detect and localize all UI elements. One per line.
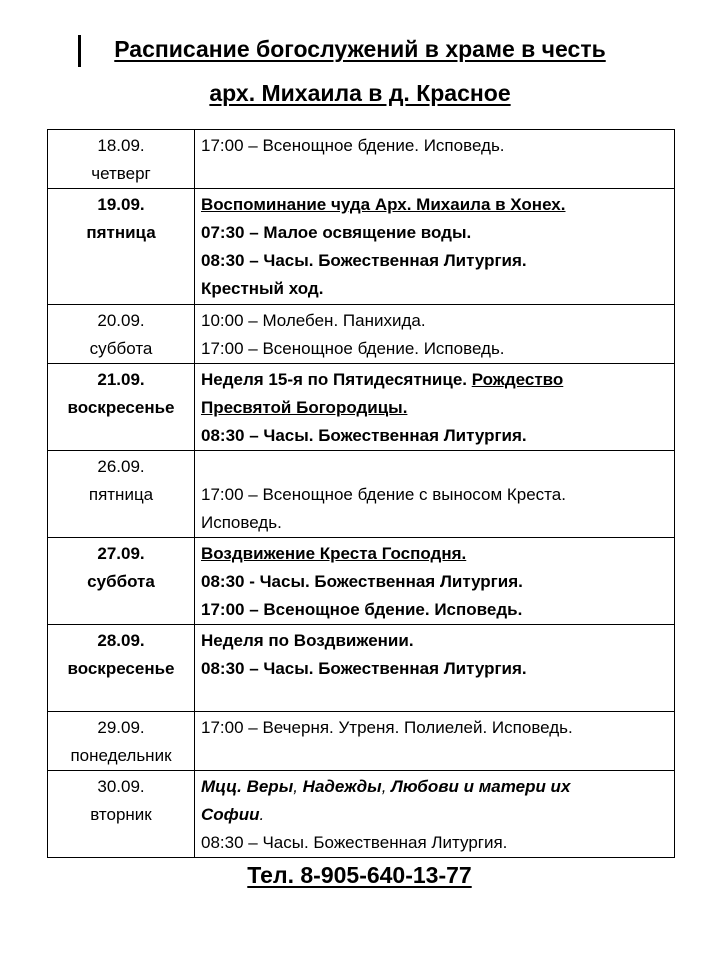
event-line <box>201 829 674 857</box>
schedule-row <box>48 538 675 625</box>
date-text: 27.09. <box>97 544 145 563</box>
event-line <box>201 132 674 160</box>
event-text: 17:00 – Всенощное бдение. Исповедь. <box>201 136 505 155</box>
event-text: 08:30 – Часы. Божественная Литургия. <box>201 833 508 852</box>
events-cell <box>195 305 675 364</box>
schedule-table-body <box>48 130 675 858</box>
event-text: 08:30 – Часы. Божественная Литургия. <box>201 426 527 445</box>
event-text-part: , <box>381 777 392 796</box>
event-text: 10:00 – Молебен. Панихида. <box>201 311 426 330</box>
date-cell <box>48 364 195 451</box>
date-text: 26.09. <box>97 457 145 476</box>
date-cell-text <box>48 771 194 829</box>
date-text: 29.09. <box>97 718 145 737</box>
event-text: 17:00 – Всенощное бдение. Исповедь. <box>201 600 523 619</box>
weekday-text: четверг <box>91 164 151 183</box>
events-cell <box>195 364 675 451</box>
event-line <box>201 275 674 303</box>
events-cell <box>195 538 675 625</box>
date-cell <box>48 625 195 712</box>
event-text: Крестный ход. <box>201 279 324 298</box>
date-text: 20.09. <box>97 311 145 330</box>
date-cell-text <box>48 625 194 683</box>
event-text: 17:00 – Всенощное бдение. Исповедь. <box>201 339 505 358</box>
date-cell-text <box>48 364 194 422</box>
event-text-part: Неделя 15-я по Пятидесятнице. <box>201 370 472 389</box>
event-line <box>201 247 674 275</box>
event-line <box>201 394 674 422</box>
event-line <box>201 219 674 247</box>
schedule-row <box>48 189 675 305</box>
date-cell <box>48 451 195 538</box>
weekday-text: вторник <box>90 805 152 824</box>
event-text-part: Мцц. <box>201 777 247 796</box>
date-text: 19.09. <box>97 195 145 214</box>
date-text: 30.09. <box>97 777 145 796</box>
event-line <box>201 366 674 394</box>
event-text: 17:00 – Вечерня. Утреня. Полиелей. Исповедь. <box>201 718 573 737</box>
events-cell <box>195 451 675 538</box>
page-title-line2: арх. Михаила в д. Красное <box>209 80 511 106</box>
schedule-row <box>48 771 675 858</box>
event-text-part: . <box>259 805 265 824</box>
event-text-part: Софии <box>201 805 260 824</box>
events-cell <box>195 771 675 858</box>
page-title-line1: Расписание богослужений в храме в честь <box>114 36 606 62</box>
event-text: Пресвятой Богородицы. <box>201 398 408 417</box>
events-cell <box>195 189 675 305</box>
event-text: Исповедь. <box>201 513 282 532</box>
event-text-part: Надежды <box>302 777 382 796</box>
date-cell <box>48 771 195 858</box>
event-line <box>201 655 674 683</box>
weekday-text: понедельник <box>70 746 172 765</box>
date-cell <box>48 189 195 305</box>
event-line <box>201 714 674 742</box>
event-text: Неделя по Воздвижении. <box>201 631 414 650</box>
event-text: Воздвижение Креста Господня. <box>201 544 467 563</box>
weekday-text: пятница <box>86 223 156 242</box>
date-cell-text <box>48 712 194 770</box>
event-text-part: Рождество <box>471 370 564 389</box>
event-line <box>201 801 674 829</box>
schedule-row <box>48 625 675 712</box>
event-line <box>201 481 674 509</box>
date-cell <box>48 712 195 771</box>
event-text: 08:30 – Часы. Божественная Литургия. <box>201 659 527 678</box>
event-text: Воспоминание чуда Арх. Михаила в Хонех. <box>201 195 566 214</box>
event-line <box>201 307 674 335</box>
weekday-text: суббота <box>89 339 153 358</box>
event-line <box>201 773 674 801</box>
event-line <box>201 191 674 219</box>
date-cell <box>48 130 195 189</box>
event-line <box>201 540 674 568</box>
weekday-text: воскресенье <box>67 659 175 678</box>
date-cell-text <box>48 451 194 509</box>
schedule-row <box>48 451 675 538</box>
date-cell <box>48 305 195 364</box>
schedule-row <box>48 305 675 364</box>
event-text: 08:30 - Часы. Божественная Литургия. <box>201 572 523 591</box>
event-line <box>201 422 674 450</box>
schedule-row <box>48 364 675 451</box>
weekday-text: воскресенье <box>67 398 175 417</box>
event-line <box>201 509 674 537</box>
date-text: 28.09. <box>97 631 145 650</box>
date-cell-text <box>48 538 194 596</box>
date-text: 18.09. <box>97 136 145 155</box>
date-cell-text <box>48 305 194 363</box>
event-text: 08:30 – Часы. Божественная Литургия. <box>201 251 527 270</box>
event-line <box>201 335 674 363</box>
date-cell-text <box>48 130 194 188</box>
date-text: 21.09. <box>97 370 145 389</box>
events-cell <box>195 130 675 189</box>
schedule-row <box>48 130 675 189</box>
schedule-table <box>47 129 675 858</box>
date-cell-text <box>48 189 194 247</box>
event-text: 07:30 – Малое освящение воды. <box>201 223 472 242</box>
event-text: 17:00 – Всенощное бдение с выносом Креста. <box>201 485 566 504</box>
event-line <box>201 627 674 655</box>
event-text-part: Веры <box>246 777 294 796</box>
schedule-row <box>48 712 675 771</box>
weekday-text: пятница <box>88 485 154 504</box>
events-cell <box>195 712 675 771</box>
event-text-part: Любови и матери их <box>391 777 571 796</box>
events-cell <box>195 625 675 712</box>
weekday-text: суббота <box>87 572 155 591</box>
event-text-part: , <box>293 777 303 796</box>
date-cell <box>48 538 195 625</box>
event-line <box>201 596 674 624</box>
event-line <box>201 453 674 481</box>
event-line <box>201 683 674 711</box>
event-line <box>201 568 674 596</box>
phone-number: Тел. 8-905-640-13-77 <box>247 862 472 888</box>
